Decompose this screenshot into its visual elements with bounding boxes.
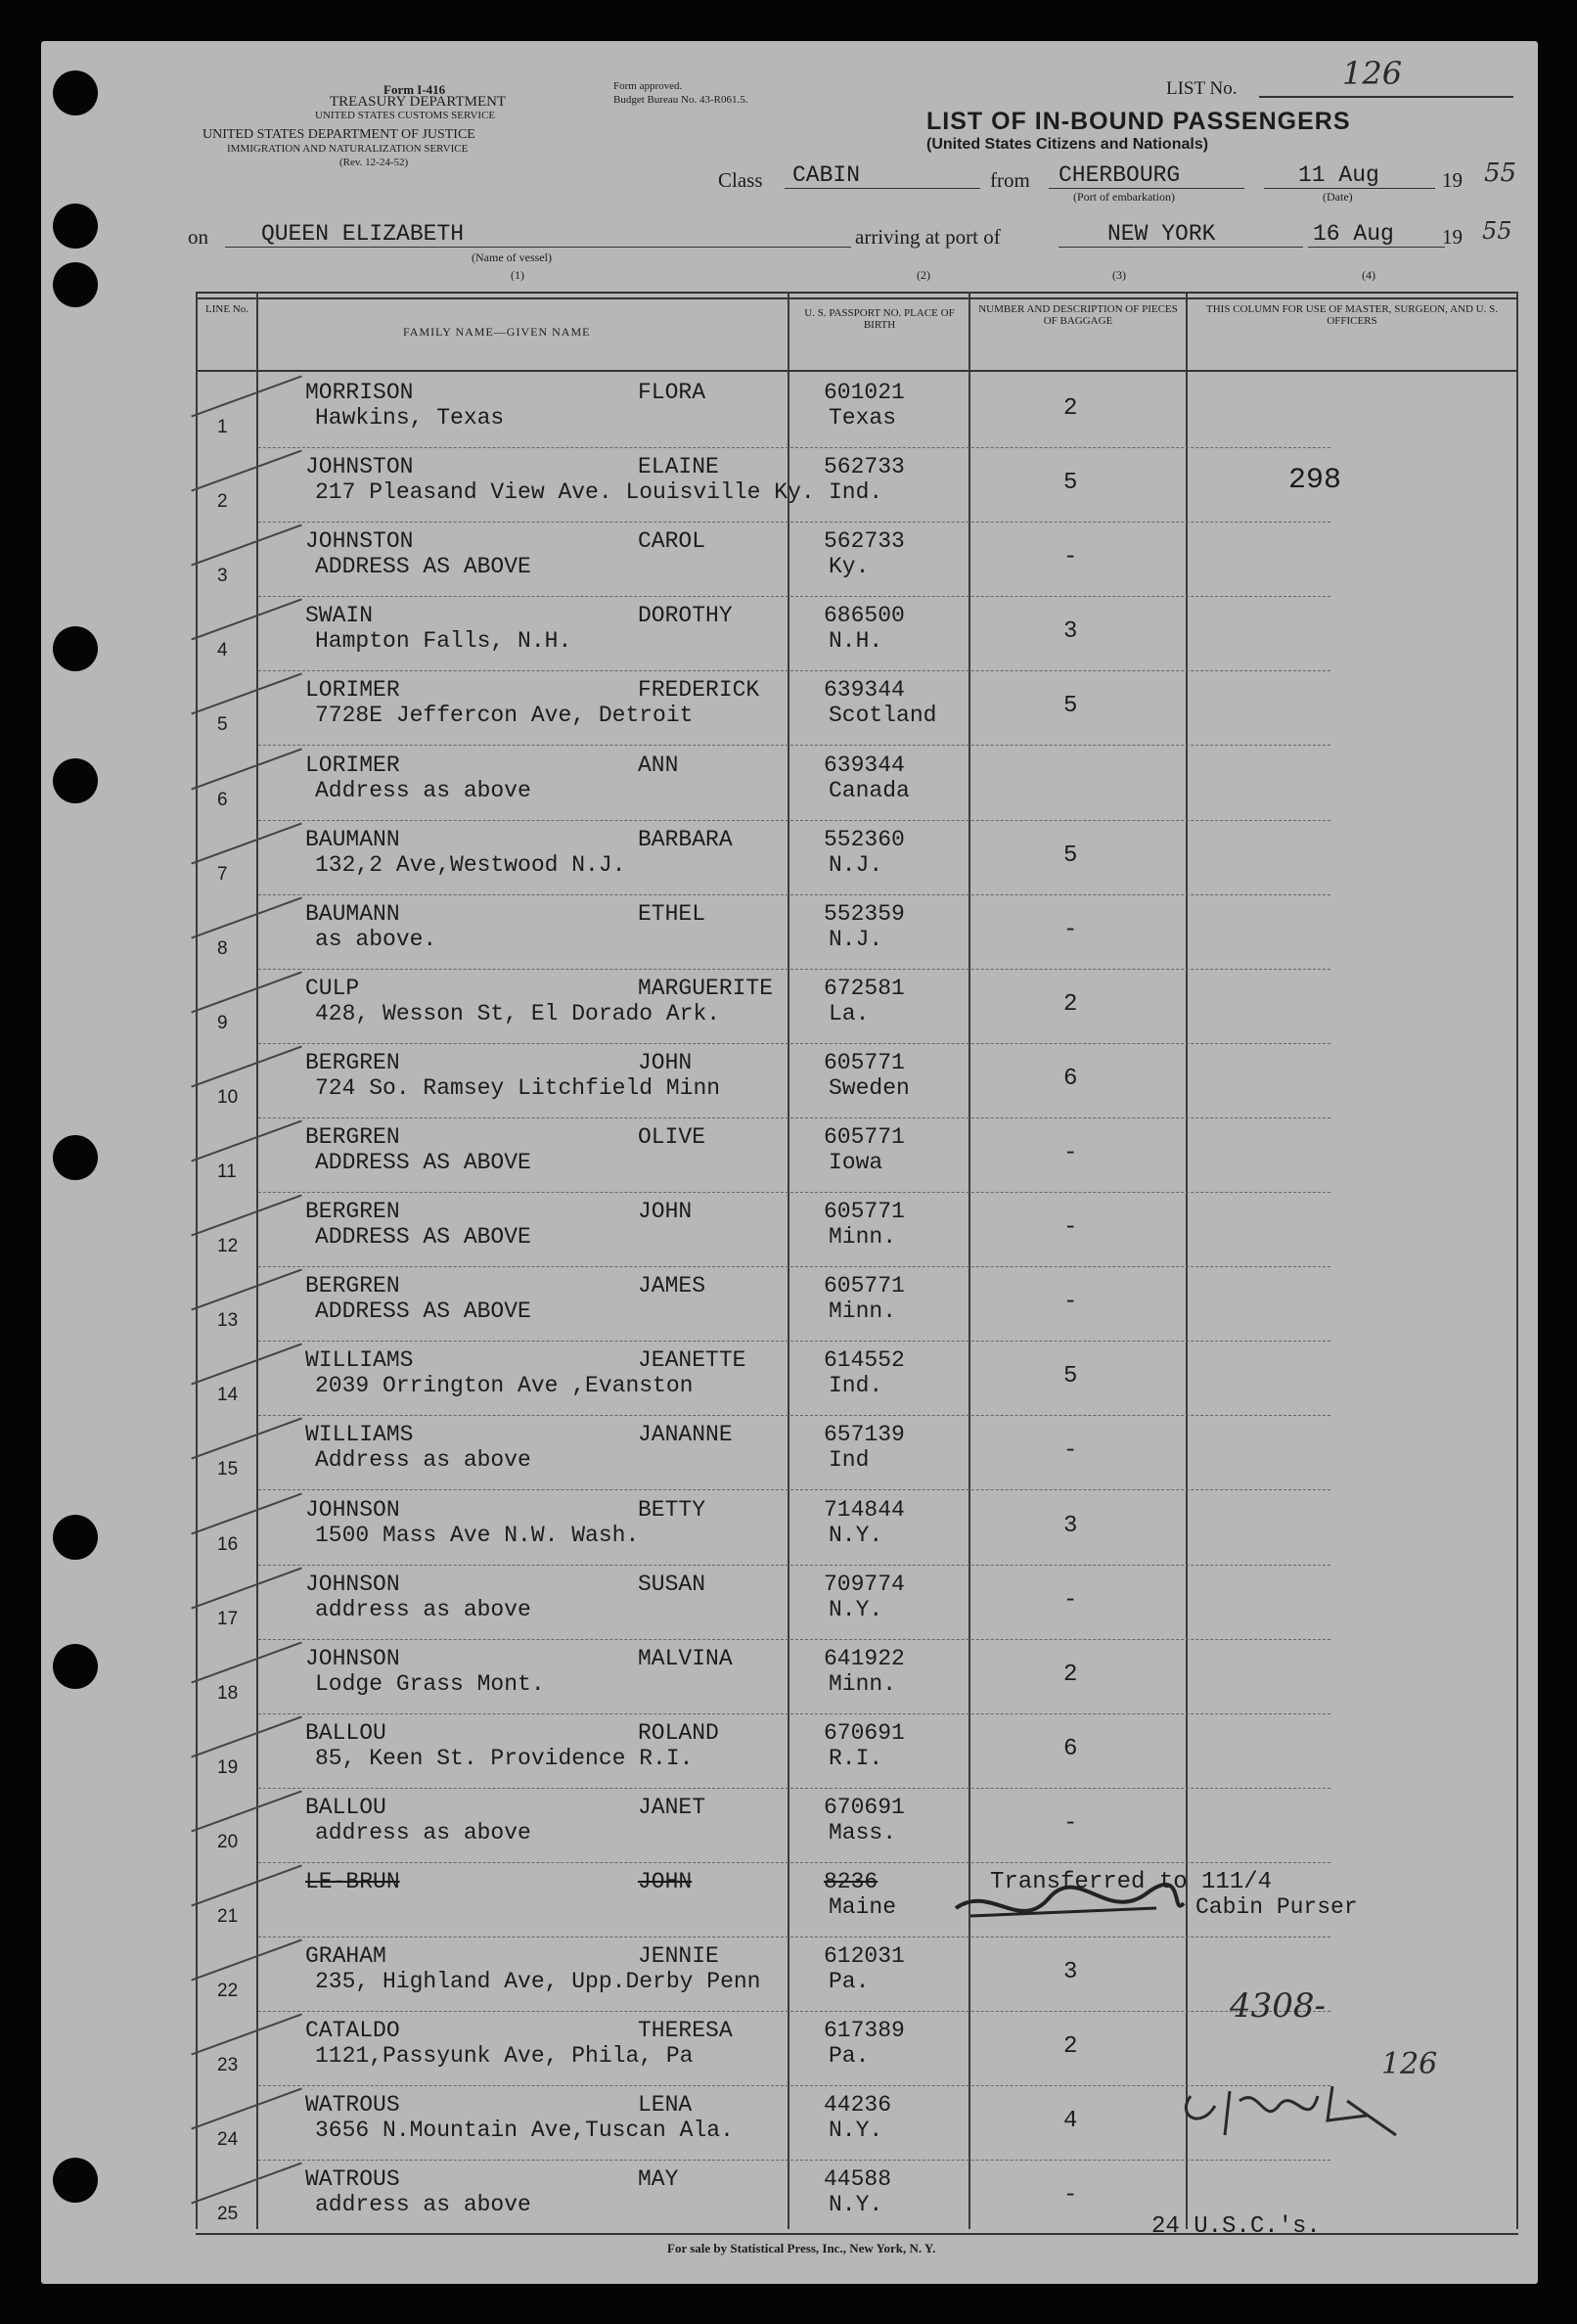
class-value: CABIN bbox=[792, 162, 861, 188]
given-name: ROLAND bbox=[638, 1719, 719, 1746]
punch-hole bbox=[53, 2158, 98, 2203]
table-row bbox=[41, 2012, 1352, 2086]
check-tick bbox=[191, 822, 301, 864]
family-name: LORIMER bbox=[305, 677, 400, 704]
arrival-year-prefix: 19 bbox=[1442, 225, 1463, 249]
header-baggage: NUMBER AND DESCRIPTION OF PIECES OF BAGGAGE bbox=[978, 303, 1178, 327]
on-label: on bbox=[188, 225, 208, 249]
address: address as above bbox=[315, 2192, 531, 2218]
baggage-count: - bbox=[1063, 1809, 1078, 1837]
place-of-birth: Sweden bbox=[829, 1074, 910, 1101]
family-name: SWAIN bbox=[305, 603, 374, 629]
arrival-port-line bbox=[1059, 247, 1303, 248]
place-of-birth: Mass. bbox=[829, 1819, 897, 1846]
baggage-count: - bbox=[1063, 916, 1078, 943]
address: Hampton Falls, N.H. bbox=[315, 628, 572, 655]
given-name: MARGUERITE bbox=[638, 975, 774, 1001]
passport-number: 672581 bbox=[824, 975, 905, 1001]
passport-number: 639344 bbox=[824, 752, 905, 778]
given-name: JOHN bbox=[638, 1199, 693, 1225]
col-2-label: (2) bbox=[917, 268, 930, 282]
given-name: JAMES bbox=[638, 1273, 706, 1299]
from-label: from bbox=[990, 168, 1030, 192]
table-row bbox=[41, 970, 1352, 1044]
address: 7728E Jeffercon Ave, Detroit bbox=[315, 703, 694, 729]
place-of-birth: Minn. bbox=[829, 1670, 897, 1697]
baggage-count: 3 bbox=[1063, 1959, 1078, 1986]
ins-service: IMMIGRATION AND NATURALIZATION SERVICE bbox=[227, 143, 469, 155]
baggage-count: 6 bbox=[1063, 1735, 1078, 1762]
header-officers: THIS COLUMN FOR USE OF MASTER, SURGEON, AND U. S. OFFICERS bbox=[1206, 303, 1498, 327]
passport-number: 8236 bbox=[824, 1869, 879, 1894]
place-of-birth: Canada bbox=[829, 777, 910, 803]
given-name: JANANNE bbox=[638, 1422, 733, 1448]
port-embark-label: (Port of embarkation) bbox=[1073, 190, 1175, 204]
passport-number: 552360 bbox=[824, 826, 905, 852]
class-label: Class bbox=[718, 168, 763, 192]
list-no-line bbox=[1259, 96, 1513, 98]
address: 85, Keen St. Providence R.I. bbox=[315, 1745, 694, 1771]
officer-count: 298 bbox=[1288, 464, 1342, 497]
line-number: 13 bbox=[217, 1310, 239, 1332]
line-number: 10 bbox=[217, 1086, 239, 1108]
address: ADDRESS AS ABOVE bbox=[315, 554, 531, 580]
table-row bbox=[41, 1789, 1352, 1863]
place-of-birth: Iowa bbox=[829, 1150, 883, 1175]
place-of-birth: N.Y. bbox=[829, 2118, 883, 2144]
treasury-dept: TREASURY DEPARTMENT bbox=[330, 94, 507, 110]
arrival-date: 16 Aug bbox=[1313, 221, 1394, 247]
baggage-count: 5 bbox=[1063, 842, 1078, 869]
handwritten-scrawl bbox=[1171, 2076, 1406, 2145]
col-4-label: (4) bbox=[1362, 268, 1375, 282]
table-row bbox=[41, 1416, 1352, 1490]
place-of-birth: N.Y. bbox=[829, 1522, 883, 1548]
place-of-birth: Pa. bbox=[829, 2043, 870, 2070]
table-row bbox=[41, 671, 1352, 746]
table-row bbox=[41, 523, 1352, 597]
form-approved: Form approved. bbox=[613, 80, 683, 92]
baggage-count: 5 bbox=[1063, 1363, 1078, 1390]
header-line-no: LINE No. bbox=[205, 303, 248, 315]
family-name: JOHNSTON bbox=[305, 454, 414, 480]
family-name: BERGREN bbox=[305, 1273, 400, 1299]
col-divider-6 bbox=[1516, 292, 1518, 2229]
check-tick bbox=[191, 896, 301, 938]
baggage-count: 2 bbox=[1063, 990, 1078, 1018]
check-tick bbox=[191, 1195, 301, 1237]
check-tick bbox=[191, 599, 301, 641]
check-tick bbox=[191, 524, 301, 567]
line-number: 21 bbox=[217, 1906, 239, 1927]
given-name: ETHEL bbox=[638, 900, 706, 927]
family-name: BERGREN bbox=[305, 1124, 400, 1150]
arrival-year: 55 bbox=[1482, 217, 1512, 245]
check-tick bbox=[191, 450, 301, 492]
passport-number: 44236 bbox=[824, 2092, 892, 2119]
list-no-value: 126 bbox=[1342, 55, 1403, 92]
line-number: 14 bbox=[217, 1385, 239, 1406]
table-row bbox=[41, 1044, 1352, 1118]
check-tick bbox=[191, 1790, 301, 1832]
given-name: ANN bbox=[638, 752, 679, 778]
passport-number: 605771 bbox=[824, 1273, 905, 1299]
given-name: LENA bbox=[638, 2092, 693, 2119]
table-row bbox=[41, 2086, 1352, 2161]
family-name: WATROUS bbox=[305, 2092, 400, 2119]
place-of-birth: N.H. bbox=[829, 628, 883, 655]
place-of-birth: Scotland bbox=[829, 703, 937, 729]
baggage-count: 4 bbox=[1063, 2108, 1078, 2135]
given-name: THERESA bbox=[638, 2018, 733, 2044]
vessel-label: (Name of vessel) bbox=[472, 251, 552, 264]
check-tick bbox=[191, 1939, 301, 1982]
table-row bbox=[41, 448, 1352, 523]
check-tick bbox=[191, 1641, 301, 1683]
baggage-count: 5 bbox=[1063, 693, 1078, 720]
baggage-count: 5 bbox=[1063, 470, 1078, 497]
form-number: Form I-416 bbox=[383, 82, 446, 97]
depart-date: 11 Aug bbox=[1298, 162, 1379, 188]
address: 2039 Orrington Ave ,Evanston bbox=[315, 1373, 694, 1399]
baggage-count: 2 bbox=[1063, 395, 1078, 422]
check-tick bbox=[191, 1269, 301, 1311]
table-row bbox=[41, 374, 1352, 448]
passport-number: 641922 bbox=[824, 1645, 905, 1671]
footer-note: For sale by Statistical Press, Inc., New York, N. Y. bbox=[667, 2241, 936, 2256]
family-name: JOHNSON bbox=[305, 1571, 400, 1597]
table-row bbox=[41, 1937, 1352, 2012]
passport-number: 562733 bbox=[824, 528, 905, 555]
family-name: GRAHAM bbox=[305, 1943, 386, 1970]
line-number: 11 bbox=[217, 1162, 237, 1182]
arrival-date-line bbox=[1308, 247, 1445, 248]
punch-hole bbox=[53, 204, 98, 249]
passport-number: 617389 bbox=[824, 2018, 905, 2044]
line-number: 2 bbox=[217, 491, 228, 513]
table-row bbox=[41, 895, 1352, 970]
family-name: MORRISON bbox=[305, 380, 414, 405]
passport-number: 614552 bbox=[824, 1347, 905, 1374]
check-tick bbox=[191, 1492, 301, 1534]
check-tick bbox=[191, 1567, 301, 1609]
line-number: 7 bbox=[217, 863, 228, 885]
punch-hole bbox=[53, 1644, 98, 1689]
line-number: 9 bbox=[217, 1012, 228, 1033]
address: ADDRESS AS ABOVE bbox=[315, 1224, 531, 1251]
line-number: 15 bbox=[217, 1459, 239, 1481]
place-of-birth: N.Y. bbox=[829, 1596, 883, 1622]
line-number: 18 bbox=[217, 1682, 239, 1704]
check-tick bbox=[191, 673, 301, 715]
family-name: BAUMANN bbox=[305, 900, 400, 927]
place-of-birth: Minn. bbox=[829, 1224, 897, 1251]
given-name: BETTY bbox=[638, 1496, 706, 1523]
passport-number: 605771 bbox=[824, 1199, 905, 1225]
check-tick bbox=[191, 1344, 301, 1386]
punch-hole bbox=[53, 758, 98, 803]
table-row bbox=[41, 1342, 1352, 1416]
line-number: 1 bbox=[217, 417, 228, 437]
table-row bbox=[41, 1267, 1352, 1342]
punch-hole bbox=[53, 1515, 98, 1560]
place-of-birth: N.Y. bbox=[829, 2192, 883, 2218]
passport-number: 605771 bbox=[824, 1049, 905, 1075]
address: address as above bbox=[315, 1596, 531, 1622]
baggage-count: - bbox=[1063, 1289, 1078, 1316]
customs-service: UNITED STATES CUSTOMS SERVICE bbox=[315, 110, 496, 121]
line-number: 25 bbox=[217, 2204, 239, 2225]
arriving-label: arriving at port of bbox=[855, 225, 1001, 249]
family-name: BERGREN bbox=[305, 1049, 400, 1075]
table-row bbox=[41, 1118, 1352, 1193]
line-number: 3 bbox=[217, 566, 228, 587]
check-tick bbox=[191, 1120, 301, 1162]
baggage-count: - bbox=[1063, 2182, 1078, 2210]
address: Hawkins, Texas bbox=[315, 405, 505, 431]
check-tick bbox=[191, 2014, 301, 2056]
address: 3656 N.Mountain Ave,Tuscan Ala. bbox=[315, 2118, 734, 2144]
given-name: FLORA bbox=[638, 380, 706, 405]
class-line bbox=[785, 188, 980, 189]
family-name: JOHNSTON bbox=[305, 528, 414, 555]
given-name: JEANETTE bbox=[638, 1347, 746, 1374]
arrival-port: NEW YORK bbox=[1107, 221, 1216, 247]
budget-bureau: Budget Bureau No. 43-R061.5. bbox=[613, 94, 748, 106]
family-name: BERGREN bbox=[305, 1199, 400, 1225]
baggage-count: - bbox=[1063, 1586, 1078, 1614]
baggage-count: 2 bbox=[1063, 1661, 1078, 1688]
family-name: WATROUS bbox=[305, 2166, 400, 2193]
check-tick bbox=[191, 748, 301, 790]
depart-year-prefix: 19 bbox=[1442, 168, 1463, 192]
line-number: 5 bbox=[217, 714, 228, 736]
given-name: JENNIE bbox=[638, 1943, 719, 1970]
place-of-birth: N.J. bbox=[829, 851, 883, 878]
passport-number: 601021 bbox=[824, 380, 905, 405]
line-number: 17 bbox=[217, 1608, 239, 1629]
depart-year: 55 bbox=[1484, 159, 1517, 188]
line-number: 6 bbox=[217, 789, 228, 810]
address: 428, Wesson St, El Dorado Ark. bbox=[315, 1000, 721, 1026]
passport-number: 657139 bbox=[824, 1422, 905, 1448]
check-tick bbox=[191, 376, 301, 418]
family-name: BALLOU bbox=[305, 1719, 386, 1746]
address: Address as above bbox=[315, 1447, 531, 1474]
depart-line bbox=[1264, 188, 1435, 189]
address: Address as above bbox=[315, 777, 531, 803]
check-tick bbox=[191, 2088, 301, 2130]
given-name: SUSAN bbox=[638, 1571, 706, 1597]
address: ADDRESS AS ABOVE bbox=[315, 1299, 531, 1325]
given-name: BARBARA bbox=[638, 826, 733, 852]
family-name: WILLIAMS bbox=[305, 1347, 414, 1374]
passport-number: 605771 bbox=[824, 1124, 905, 1150]
family-name: JOHNSON bbox=[305, 1645, 400, 1671]
place-of-birth: Ind bbox=[829, 1447, 870, 1474]
check-tick bbox=[191, 2163, 301, 2205]
passport-number: 639344 bbox=[824, 677, 905, 704]
baggage-count: 2 bbox=[1063, 2033, 1078, 2061]
passport-number: 686500 bbox=[824, 603, 905, 629]
baggage-count: - bbox=[1063, 1140, 1078, 1166]
vessel-line bbox=[225, 247, 851, 248]
family-name: WILLIAMS bbox=[305, 1422, 414, 1448]
from-line bbox=[1049, 188, 1244, 189]
address: 1121,Passyunk Ave, Phila, Pa bbox=[315, 2043, 694, 2070]
line-number: 12 bbox=[217, 1236, 239, 1257]
form-subtitle: (United States Citizens and Nationals) bbox=[926, 136, 1209, 153]
check-tick bbox=[191, 1865, 301, 1907]
table-row bbox=[41, 1566, 1352, 1640]
address: 132,2 Ave,Westwood N.J. bbox=[315, 851, 626, 878]
given-name: MALVINA bbox=[638, 1645, 733, 1671]
table-row bbox=[41, 597, 1352, 671]
punch-hole bbox=[53, 626, 98, 671]
place-of-birth: R.I. bbox=[829, 1745, 883, 1771]
place-of-birth: Minn. bbox=[829, 1299, 897, 1325]
header-bottom-border bbox=[196, 370, 1518, 372]
passport-number: 612031 bbox=[824, 1943, 905, 1970]
given-name: JANET bbox=[638, 1794, 706, 1820]
col-1-label: (1) bbox=[511, 268, 524, 282]
address: as above. bbox=[315, 926, 437, 952]
passport-number: 552359 bbox=[824, 900, 905, 927]
date-label: (Date) bbox=[1323, 190, 1353, 204]
punch-hole bbox=[53, 262, 98, 307]
family-name: CATALDO bbox=[305, 2018, 400, 2044]
passport-number: 44588 bbox=[824, 2166, 892, 2193]
check-tick bbox=[191, 1418, 301, 1460]
place-of-birth: Texas bbox=[829, 405, 897, 431]
place-of-birth: La. bbox=[829, 1000, 870, 1026]
line-number: 22 bbox=[217, 1981, 239, 2002]
place-of-birth: Ind. bbox=[829, 1373, 883, 1399]
address: 235, Highland Ave, Upp.Derby Penn bbox=[315, 1969, 761, 1995]
table-row bbox=[41, 1193, 1352, 1267]
passport-number: 670691 bbox=[824, 1794, 905, 1820]
table-top-border-2 bbox=[196, 297, 1518, 299]
col-3-label: (3) bbox=[1112, 268, 1126, 282]
family-name: LORIMER bbox=[305, 752, 400, 778]
family-name: CULP bbox=[305, 975, 360, 1001]
given-name: FREDERICK bbox=[638, 677, 760, 704]
vessel-name: QUEEN ELIZABETH bbox=[261, 221, 465, 247]
header-passport: U. S. PASSPORT NO. PLACE OF BIRTH bbox=[804, 307, 955, 331]
family-name: BALLOU bbox=[305, 1794, 386, 1820]
place-of-birth: Ky. bbox=[829, 554, 870, 580]
check-tick bbox=[191, 971, 301, 1013]
transferred-note: Transferred to 111/4 bbox=[990, 1869, 1273, 1895]
table-bottom-border bbox=[196, 2233, 1518, 2235]
given-name: JOHN bbox=[638, 1869, 693, 1894]
place-of-birth: Ind. bbox=[829, 479, 883, 506]
family-name: JOHNSON bbox=[305, 1496, 400, 1523]
passport-number: 709774 bbox=[824, 1571, 905, 1597]
note-4308: 4308- bbox=[1230, 1986, 1327, 2026]
place-of-birth: N.J. bbox=[829, 926, 883, 952]
line-number: 20 bbox=[217, 1831, 239, 1852]
address: address as above bbox=[315, 1819, 531, 1846]
form-title: LIST OF IN-BOUND PASSENGERS bbox=[926, 108, 1351, 135]
place-of-birth: Maine bbox=[829, 1894, 897, 1920]
note-126: 126 bbox=[1381, 2047, 1438, 2081]
given-name: DOROTHY bbox=[638, 603, 733, 629]
baggage-count: 3 bbox=[1063, 618, 1078, 646]
passport-number: 714844 bbox=[824, 1496, 905, 1523]
given-name: OLIVE bbox=[638, 1124, 706, 1150]
given-name: CAROL bbox=[638, 528, 706, 555]
family-name: BAUMANN bbox=[305, 826, 400, 852]
baggage-count: - bbox=[1063, 1437, 1078, 1465]
baggage-count: 6 bbox=[1063, 1065, 1078, 1092]
address: Lodge Grass Mont. bbox=[315, 1670, 545, 1697]
line-number: 8 bbox=[217, 937, 228, 959]
punch-hole bbox=[53, 70, 98, 115]
given-name: JOHN bbox=[638, 1049, 693, 1075]
place-of-birth: Pa. bbox=[829, 1969, 870, 1995]
manifest-page bbox=[41, 41, 1538, 2284]
address: 217 Pleasand View Ave. Louisville Ky. bbox=[315, 479, 815, 506]
line-number: 19 bbox=[217, 1756, 239, 1778]
given-name: ELAINE bbox=[638, 454, 719, 480]
check-tick bbox=[191, 1715, 301, 1757]
justice-dept: UNITED STATES DEPARTMENT OF JUSTICE bbox=[203, 127, 475, 142]
address: ADDRESS AS ABOVE bbox=[315, 1150, 531, 1175]
line-number: 23 bbox=[217, 2055, 239, 2076]
table-row bbox=[41, 1714, 1352, 1789]
usc-note: 24 U.S.C.'s. bbox=[1151, 2213, 1321, 2240]
punch-hole bbox=[53, 1135, 98, 1180]
table-row bbox=[41, 821, 1352, 895]
header-name: FAMILY NAME—GIVEN NAME bbox=[403, 325, 591, 339]
form-revision: (Rev. 12-24-52) bbox=[339, 157, 409, 168]
address: 724 So. Ramsey Litchfield Minn bbox=[315, 1074, 721, 1101]
baggage-count: - bbox=[1063, 1214, 1078, 1242]
table-row bbox=[41, 1640, 1352, 1714]
table-row bbox=[41, 747, 1352, 821]
list-no-label: LIST No. bbox=[1166, 78, 1238, 99]
passport-number: 562733 bbox=[824, 454, 905, 480]
passport-number: 670691 bbox=[824, 1719, 905, 1746]
table-top-border bbox=[196, 292, 1518, 294]
table-row bbox=[41, 1491, 1352, 1566]
purser-signature bbox=[951, 1879, 1186, 1908]
address: 1500 Mass Ave N.W. Wash. bbox=[315, 1522, 640, 1548]
family-name: LE-BRUN bbox=[305, 1869, 400, 1894]
check-tick bbox=[191, 1045, 301, 1087]
line-number: 16 bbox=[217, 1533, 239, 1555]
given-name: MAY bbox=[638, 2166, 679, 2193]
from-value: CHERBOURG bbox=[1059, 162, 1181, 188]
cabin-purser: Cabin Purser bbox=[1195, 1894, 1358, 1920]
line-number: 4 bbox=[217, 640, 228, 661]
baggage-count: - bbox=[1063, 544, 1078, 571]
line-number: 24 bbox=[217, 2129, 239, 2151]
baggage-count: 3 bbox=[1063, 1512, 1078, 1539]
